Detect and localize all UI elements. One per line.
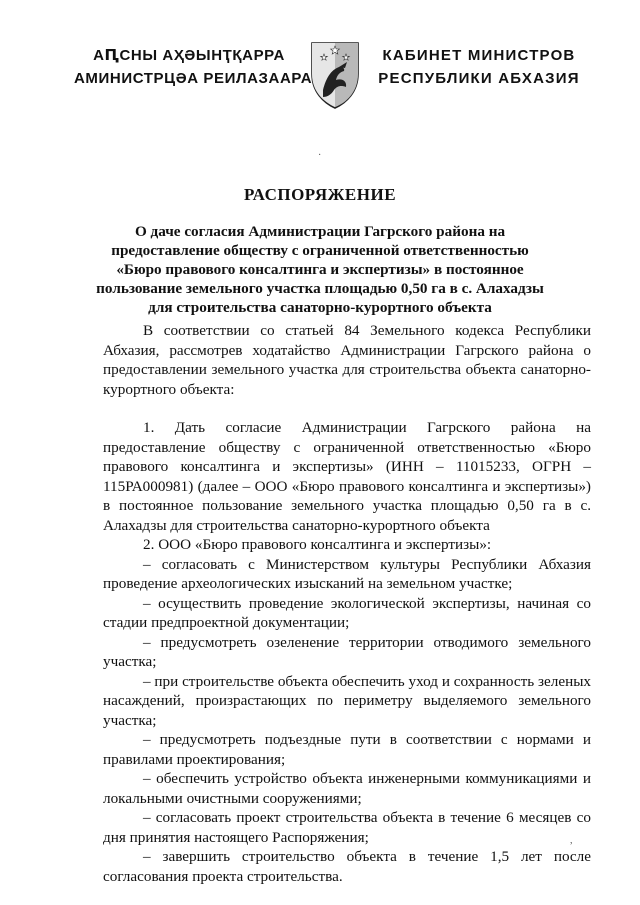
document-body (103, 321, 591, 886)
scan-speck: , (570, 835, 573, 846)
subitem-paragraph: – согласовать проект строительства объекта в течение 6 месяцев со дня принятия настоящего Распоряжения; (103, 809, 591, 846)
subitem-paragraph: – при строительстве объекта обеспечить уход и сохранность зеленых насаждений, произрастающих по периметру выделяемого земельного участка; (103, 672, 591, 729)
header-abkhaz-name (74, 44, 313, 90)
header-russian-name (374, 44, 584, 90)
subitem-paragraph: – осуществить проведение экологической экспертизы, начиная со стадии предпроектной документации; (103, 594, 591, 631)
scan-speck: · (318, 150, 322, 161)
header-abkhaz-line-2: АМИНИСТРЦӘА РЕИЛАЗААРА (74, 70, 313, 87)
document-subject: О даче согласия Администрации Гагрского района на предоставление обществу с ограниченной ответственностью «Бюро правового консалтинга и экспертизы» в постоянное пользование земельного участка площадью 0,50 га в с. Алахадзы для строительства санаторно-курортного объекта (96, 223, 544, 316)
coat-of-arms-icon (309, 40, 361, 110)
item-1-paragraph: 1. Дать согласие Администрации Гагрского района на предоставление обществу с ограниченной ответственностью «Бюро правового консалтинга и экспертизы» (ИНН – 11015233, ОГРН – 115РА000981) (далее – ООО «Бюро правового консалтинга и экспертизы») в постоянное пользование земельного участка площадью 0,50 га в с. Алахадзы для строительства санаторно-курортного объекта (103, 419, 591, 534)
header-russian-line-1: КАБИНЕТ МИНИСТРОВ (382, 47, 576, 64)
subitem-paragraph: – обеспечить устройство объекта инженерными коммуникациями и локальными очистными сооружениями; (103, 770, 591, 807)
subitem-paragraph: – предусмотреть озеленение территории отводимого земельного участка; (103, 633, 591, 670)
subitem-paragraph: – согласовать с Министерством культуры Республики Абхазия проведение археологических изысканий на земельном участке; (103, 555, 591, 592)
subitem-paragraph: – завершить строительство объекта в течение 1,5 лет после согласования проекта строительства. (103, 848, 591, 885)
header-abkhaz-line-1: АԤСНЫ АҲӘЫНҬҚАРРА (93, 47, 285, 64)
subitem-paragraph: – предусмотреть подъездные пути в соответствии с нормами и правилами проектирования; (103, 731, 591, 768)
preamble-paragraph: В соответствии со статьей 84 Земельного кодекса Республики Абхазия, рассмотрев ходатайство Администрации Гагрского района о предоставлении земельного участка для строительства объекта санаторно-курортного объекта: (103, 322, 591, 398)
header-russian-line-2: РЕСПУБЛИКИ АБХАЗИЯ (378, 70, 580, 87)
item-2-paragraph: 2. ООО «Бюро правового консалтинга и экспертизы»: (143, 536, 492, 553)
document-title: РАСПОРЯЖЕНИЕ (243, 185, 397, 204)
document-header (0, 40, 640, 120)
